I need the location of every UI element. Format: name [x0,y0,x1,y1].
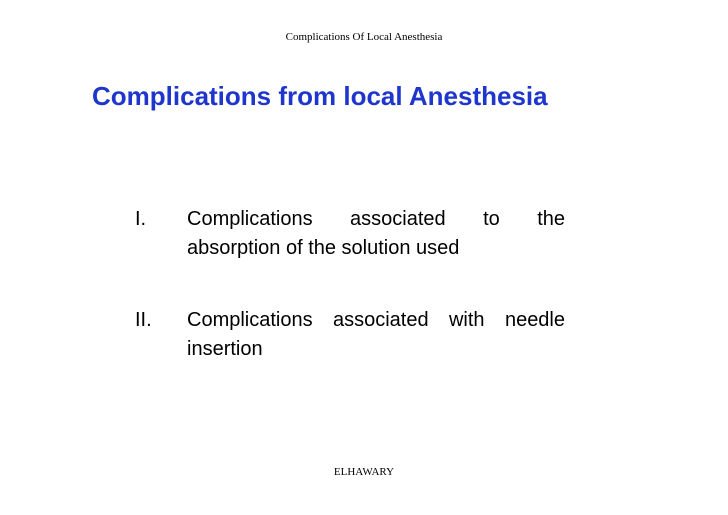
list-item-text: Complications associated with needle insertion [187,309,565,360]
slide-title: Complications from local Anesthesia [92,81,548,111]
list-item [135,205,565,263]
page-header: Complications Of Local Anesthesia [285,31,443,43]
list-item-number: II. [135,309,152,331]
list-item [135,306,565,364]
list-item-text: Complications associated to the absorption of the solution used [187,208,565,259]
list-item-number: I. [135,208,147,230]
page-footer: ELHAWARY [333,466,395,478]
